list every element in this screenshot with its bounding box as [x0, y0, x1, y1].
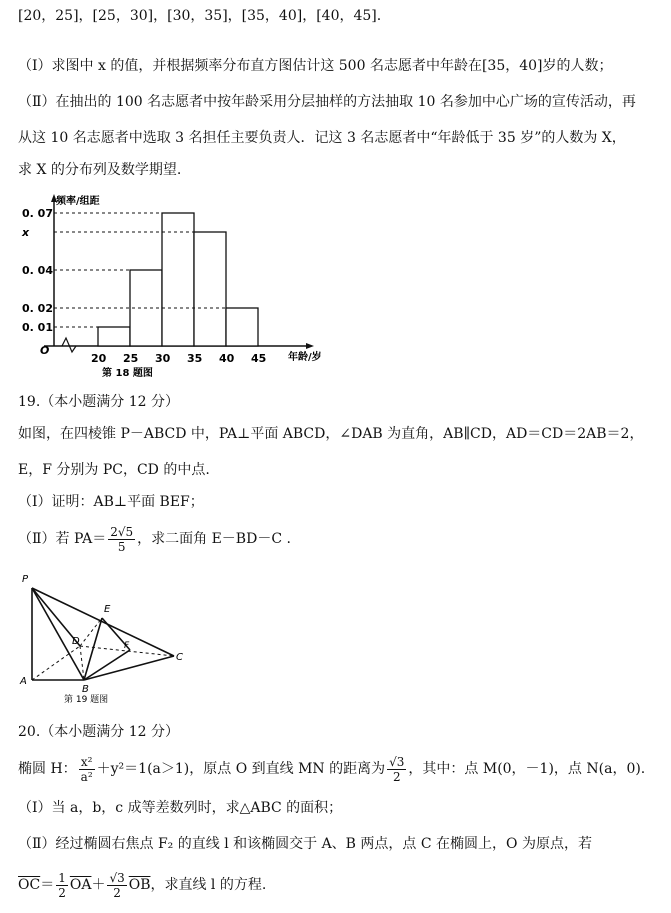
- q20-stem-post: ，其中：点 M(0，－1)，点 N(a，0).: [408, 761, 646, 777]
- bar-35-40: [194, 232, 226, 346]
- q19-part1: （Ⅰ）证明：AB⊥平面 BEF；: [18, 494, 204, 510]
- frequency-histogram: [18, 190, 348, 380]
- coef-root3-den: 2: [113, 885, 121, 900]
- q19-stem-line1: 如图，在四棱锥 P－ABCD 中，PA⊥平面 ABCD，∠DAB 为直角，AB∥CD，AD＝CD＝2AB＝2，: [18, 426, 644, 442]
- label-f: F: [124, 641, 130, 651]
- label-a: A: [20, 676, 27, 687]
- plus-sign: ＋: [91, 877, 106, 893]
- label-d: D: [72, 636, 80, 647]
- ellipse-frac-num: x²: [79, 755, 95, 770]
- q20-stem-pre: 椭圆 H：: [18, 761, 77, 777]
- vector-oc: $\overline{OC}$: [18, 877, 41, 893]
- ellipse-frac-den: a²: [80, 769, 93, 784]
- q20-heading: 20.（本小题满分 12 分）: [18, 724, 179, 740]
- q19-part2-post: ，求二面角 E－BD－C .: [137, 531, 291, 547]
- coef-root3-half: [107, 871, 126, 900]
- x-tick-label-40: 40: [219, 352, 235, 365]
- q19-pa-num: 2√5: [110, 524, 134, 539]
- x-tick-label-45: 45: [251, 352, 267, 365]
- distance-den: 2: [392, 769, 401, 784]
- q20-part1: （Ⅰ）当 a，b，c 成等差数列时，求△ABC 的面积；: [18, 800, 343, 816]
- figure19-caption: 第 19 题图: [64, 695, 109, 705]
- q19-pa-fraction: [108, 525, 135, 554]
- coef-half: [56, 871, 68, 900]
- q18-intervals: [20，25]，[25，30]，[30，35]，[35，40]，[40，45].: [18, 8, 382, 24]
- distance-num: √3: [389, 754, 405, 769]
- coef-half-den: 2: [58, 885, 66, 900]
- q20-vector-equation: [18, 868, 266, 902]
- q18-part2-line2: 从这 10 名志愿者中选取 3 名担任主要负责人．记这 3 名志愿者中“年龄低于 35 岁”的人数为 X，: [18, 130, 626, 146]
- q20-stem-mid: ＋y²＝1(a＞1)，原点 O 到直线 MN 的距离为: [96, 761, 386, 777]
- x-tick-label-35: 35: [187, 352, 203, 365]
- coef-half-num: 1: [58, 870, 66, 885]
- origin-label: O: [40, 344, 50, 357]
- label-c: C: [176, 652, 183, 663]
- coef-root3-num: √3: [109, 870, 125, 885]
- vector-oa: $\overline{OA}$: [69, 877, 92, 893]
- bar-20-25: [98, 327, 130, 346]
- chart-caption: 第 18 题图: [102, 368, 153, 379]
- x-tick-label-30: 30: [155, 352, 171, 365]
- bar-30-35: [162, 213, 194, 346]
- distance-fraction: [387, 755, 406, 784]
- x-axis-arrow: [306, 343, 314, 349]
- q18-part2-line3: 求 X 的分布列及数学期望.: [18, 162, 182, 178]
- y-tick-label-1: 0. 02: [22, 302, 53, 315]
- q19-pa-den: 5: [117, 539, 126, 554]
- q18-part1: （Ⅰ）求图中 x 的值，并根据频率分布直方图估计这 500 名志愿者中年龄在[35，40]岁的人数；: [18, 58, 613, 74]
- label-b: B: [82, 684, 89, 695]
- x-tick-label-25: 25: [123, 352, 139, 365]
- y-axis-label: 频率/组距: [56, 196, 100, 207]
- label-p: P: [22, 574, 29, 585]
- axis-break: [62, 338, 76, 352]
- y-tick-label-3: x: [22, 226, 30, 239]
- equals-sign: ＝: [40, 877, 55, 893]
- x-axis-label: 年龄/岁: [288, 352, 322, 363]
- y-tick-label-4: 0. 07: [22, 207, 53, 220]
- q19-stem-line2: E，F 分别为 PC，CD 的中点.: [18, 462, 210, 478]
- q20-tail: ，求直线 l 的方程.: [150, 877, 267, 893]
- y-tick-label-0: 0. 01: [22, 321, 53, 334]
- y-tick-label-2: 0. 04: [22, 264, 53, 277]
- vector-ob: $\overline{OB}$: [128, 877, 151, 893]
- pyramid-figure: [14, 568, 204, 708]
- q20-part2: （Ⅱ）经过椭圆右焦点 F₂ 的直线 l 和该椭圆交于 A、B 两点，点 C 在椭圆上，O 为原点，若: [18, 836, 592, 852]
- x-tick-label-20: 20: [91, 352, 107, 365]
- q19-part2: [18, 522, 291, 556]
- q18-part2-line1: （Ⅱ）在抽出的 100 名志愿者中按年龄采用分层抽样的方法抽取 10 名参加中心广场的宣传活动，再: [18, 94, 636, 110]
- q19-heading: 19.（本小题满分 12 分）: [18, 394, 179, 410]
- ellipse-fraction: [79, 755, 95, 784]
- q20-stem: [18, 752, 645, 786]
- q19-part2-pre: （Ⅱ）若 PA＝: [18, 531, 107, 547]
- bar-40-45: [226, 308, 258, 346]
- label-e: E: [104, 604, 111, 615]
